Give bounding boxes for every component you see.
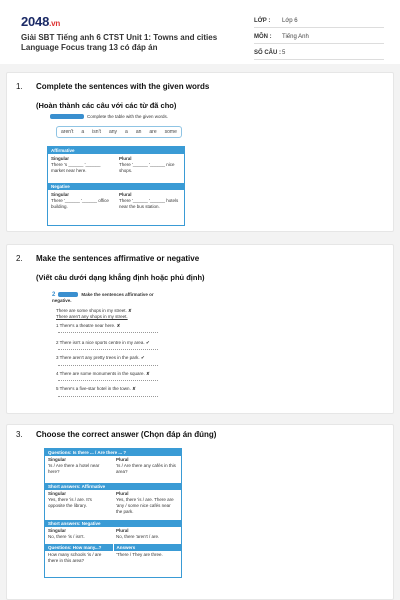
list-item: 3 There aren't any pretty trees in the park. ✔ [56,355,145,360]
question-2-subtitle: (Viết câu dưới dạng khẳng định hoặc phủ định) [36,273,205,282]
exercise-badge [58,292,78,297]
negative-bar: Negative [48,183,184,190]
list-item: 2 There isn't a nice sports centre in my area. ✔ [56,340,150,345]
exercise-badge [50,114,84,119]
meta-row-subject: MÔN : Tiếng Anh [254,30,384,44]
list-item: 1 There's a theatre near here. ✘ [56,323,121,328]
answer-line [58,349,158,350]
site-logo[interactable]: 2048.vn [21,14,61,29]
answer-line [58,332,158,333]
page-header [0,0,400,64]
affirmative-bar: Affirmative [48,147,184,154]
answer-line [58,380,158,381]
meta-row-grade: LỚP : Lớp 6 [254,14,384,28]
exercise-1-instruction: Complete the table with the given words. [50,114,190,119]
question-1-title: 1. Complete the sentences with the given words [16,82,210,91]
list-item: 5 There's a five-star hotel in the town. ✘ [56,386,136,391]
grammar-table-3: Questions: Is there ... / Are there ... ? Singular 'Is / Are there a hotel near here? Plural 'Is / Are there any cafés in this area? Short answers: Affirmative Singular Yes, there 'is / are. It's opposite the library. Plural Yes, there 'is / are. There are 'any / some nice cafés near the park. Short answers: Negative Singular No, there 'is / isn't. Plural No, there 'aren't / are. Questions: How many...? Answers How many schools 'is / are there in this area? 'There / They are three. [44,448,182,578]
list-item: 4 There are some monuments in the square. ✘ [56,371,150,376]
question-2-title: 2. Make the sentences affirmative or negative [16,254,200,263]
document-meta [254,14,384,62]
example-sentence: There are some shops in my street. ✘ [56,308,132,313]
word-box: aren't a isn't any a an are some [56,126,182,138]
example-answer: There aren't any shops in my street. [56,314,128,319]
question-3-title: 3. Choose the correct answer (Chọn đáp án đúng) [16,430,217,439]
exercise-2: 2 Make the sentences affirmative or negative. There are some shops in my street. ✘ There aren't any shops in my street. 1 There's a theatre near here. ✘ 2 There isn't a nice sports centre in my area. ✔ 3 There aren't any pretty trees in the park. ✔ 4 There are some monuments in the square. ✘ 5 There's a five-star hotel in the town. ✘ [52,292,160,402]
question-1-subtitle: (Hoàn thành các câu với các từ đã cho) [36,101,177,110]
meta-row-count: SỐ CÂU : 5 [254,46,384,60]
page-title: Giải SBT Tiếng anh 6 CTST Unit 1: Towns and cities Language Focus trang 13 có đáp án [21,33,218,52]
grammar-table-1: Affirmative Singular There 's ______ '______ market near here. Plural There '______ '______ nice shops. Negative Singular There '______ '______ office building. Plural There '______ '______ hotels near the bus station. [47,146,185,226]
answer-line [58,365,158,366]
answer-line [58,396,158,397]
